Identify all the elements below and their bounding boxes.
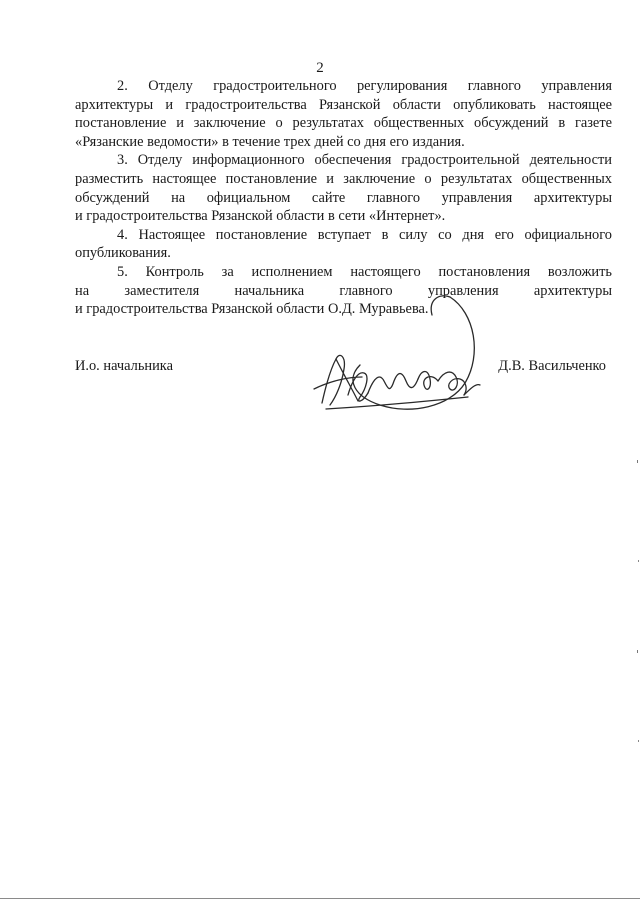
handwritten-signature-icon (300, 285, 490, 425)
paragraph-3 (75, 151, 612, 225)
text-line: постановление и заключение о результатах общественных обсуждений в газете (75, 115, 612, 132)
text-line: опубликования. (75, 245, 171, 262)
signatory-position: И.о. начальника (75, 358, 173, 374)
text-line: 2. Отделу градостроительного регулирования главного управления (117, 78, 612, 94)
text-line: 3. Отделу информационного обеспечения градостроительной деятельности (117, 152, 612, 169)
page-number: 2 (316, 60, 324, 76)
scan-bottom-edge (0, 898, 640, 899)
paragraph-2 (75, 77, 612, 151)
scan-edge-marks (634, 440, 640, 770)
text-line: архитектуры и градостроительства Рязанской области опубликовать настоящее (75, 96, 612, 113)
signatory-name: Д.В. Васильченко (498, 358, 606, 374)
text-line: 4. Настоящее постановление вступает в силу со дня его официального (117, 226, 612, 243)
text-line: и градостроительства Рязанской области О.Д. Муравьева. (75, 301, 429, 318)
text-line: обсуждений на официальном сайте главного управления архитектуры (75, 189, 612, 206)
text-line: 5. Контроль за исполнением настоящего постановления возложить (117, 263, 612, 280)
text-line: на заместителя начальника главного управления архитектуры (75, 282, 612, 299)
text-line: и градостроительства Рязанской области в сети «Интернет». (75, 208, 446, 225)
text-line: разместить настоящее постановление и заключение о результатах общественных (75, 170, 612, 187)
paragraph-4 (75, 226, 612, 263)
text-line: «Рязанские ведомости» в течение трех дней со дня его издания. (75, 133, 465, 150)
document-body (75, 77, 612, 319)
